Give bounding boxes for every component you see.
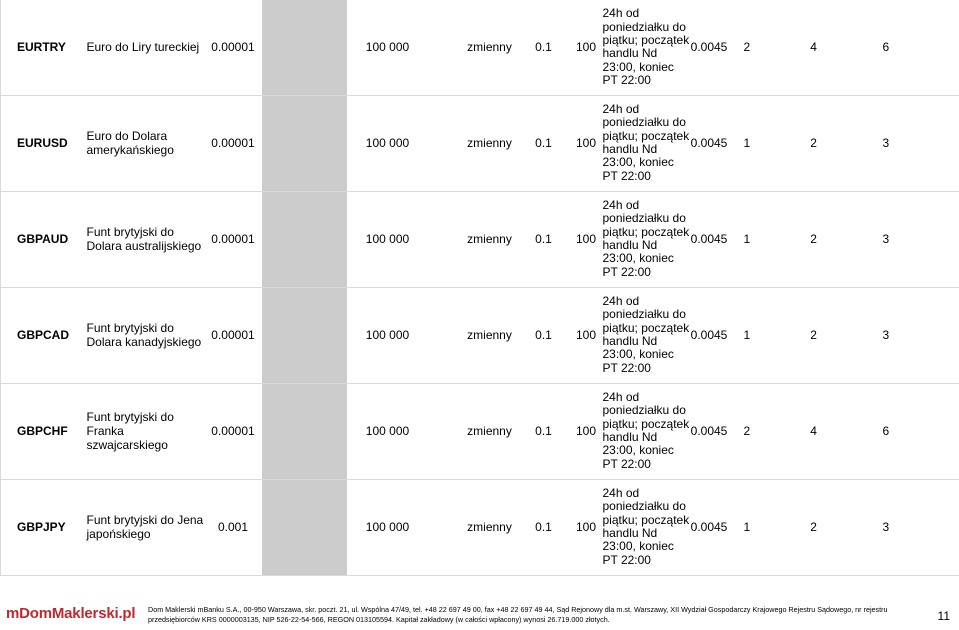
contract-size: 100 000 xyxy=(347,191,429,287)
value-2: 2 xyxy=(810,520,817,534)
max-lot: 100 xyxy=(574,383,599,479)
legal-notice xyxy=(148,605,908,625)
instrument-symbol: GBPCHF xyxy=(1,383,81,479)
spacer-cell xyxy=(429,479,466,575)
mdommaklerski-logo[interactable]: mDomMaklerski.pl xyxy=(6,605,136,622)
instrument-symbol: GBPJPY xyxy=(1,479,81,575)
max-lot: 100 xyxy=(574,479,599,575)
value-1: 2 xyxy=(743,40,751,55)
instrument-symbol: EURTRY xyxy=(1,0,81,95)
min-lot: 0.1 xyxy=(514,479,574,575)
value-3: 3 xyxy=(818,191,959,287)
page-number: 11 xyxy=(937,609,950,623)
value-3: 3 xyxy=(818,479,959,575)
instrument-name: Euro do Liry tureckiej xyxy=(81,0,205,95)
trading-hours: 24h od poniedziałku do piątku; początek handlu Nd 23:00, koniec PT 22:00 xyxy=(599,95,691,191)
value-2: 2 xyxy=(810,232,817,246)
value-3: 6 xyxy=(818,0,959,95)
contract-size: 100 000 xyxy=(347,95,429,191)
instrument-symbol: GBPCAD xyxy=(1,287,81,383)
spread-type: zmienny xyxy=(466,191,514,287)
value-2: 2 xyxy=(810,328,817,342)
value-1: 1 xyxy=(743,136,751,150)
swap-rate: 0.0045 xyxy=(691,383,728,479)
value-group xyxy=(728,191,818,287)
contract-size: 100 000 xyxy=(347,479,429,575)
value-group xyxy=(728,0,818,95)
instrument-name: Euro do Dolara amerykańskiego xyxy=(81,95,205,191)
value-3: 3 xyxy=(818,95,959,191)
spread-type: zmienny xyxy=(466,95,514,191)
instrument-name: Funt brytyjski do Dolara australijskiego xyxy=(81,191,205,287)
gray-spacer-cell xyxy=(262,479,347,575)
value-1: 1 xyxy=(743,328,751,342)
min-lot: 0.1 xyxy=(514,191,574,287)
legal-line-1: Dom Maklerski mBanku S.A., 00-950 Warszawa, skr. poczt. 21, ul. Wspólna 47/49, tel. +48 22 697 49 00, fax +48 22 697 49 44, Sąd Rejonowy dla m.st. Warszawy, XII Wydział Gospodarczy Krajowego Rejestru Sądowego, nr rejestru xyxy=(148,605,888,614)
trading-hours: 24h od poniedziałku do piątku; początek handlu Nd 23:00, koniec PT 22:00 xyxy=(599,383,691,479)
spread-type: zmienny xyxy=(466,479,514,575)
value-group xyxy=(728,95,818,191)
swap-rate: 0.0045 xyxy=(691,95,728,191)
spread-type: zmienny xyxy=(466,287,514,383)
table-row xyxy=(1,0,959,95)
spread-type: zmienny xyxy=(466,383,514,479)
value-3: 3 xyxy=(818,287,959,383)
value-1: 2 xyxy=(743,424,751,438)
table-row xyxy=(1,287,959,383)
trading-hours: 24h od poniedziałku do piątku; początek handlu Nd 23:00, koniec PT 22:00 xyxy=(599,0,691,95)
value-2: 4 xyxy=(810,40,817,55)
value-1: 1 xyxy=(743,232,751,246)
value-2: 4 xyxy=(810,424,817,438)
swap-rate: 0.0045 xyxy=(691,479,728,575)
gray-spacer-cell xyxy=(262,383,347,479)
max-lot: 100 xyxy=(574,0,599,95)
gray-spacer-cell xyxy=(262,95,347,191)
spacer-cell xyxy=(429,383,466,479)
value-group xyxy=(728,479,818,575)
table-row xyxy=(1,191,959,287)
pip-value: 0.00001 xyxy=(205,191,262,287)
value-group xyxy=(728,287,818,383)
swap-rate: 0.0045 xyxy=(691,191,728,287)
value-group xyxy=(728,383,818,479)
pip-value: 0.001 xyxy=(205,479,262,575)
instrument-symbol: EURUSD xyxy=(1,95,81,191)
swap-rate: 0.0045 xyxy=(691,287,728,383)
max-lot: 100 xyxy=(574,95,599,191)
spacer-cell xyxy=(429,191,466,287)
table-row xyxy=(1,479,959,575)
table-row xyxy=(1,383,959,479)
pip-value: 0.00001 xyxy=(205,287,262,383)
trading-hours: 24h od poniedziałku do piątku; początek handlu Nd 23:00, koniec PT 22:00 xyxy=(599,479,691,575)
trading-hours: 24h od poniedziałku do piątku; początek handlu Nd 23:00, koniec PT 22:00 xyxy=(599,191,691,287)
min-lot: 0.1 xyxy=(514,0,574,95)
spread-type: zmienny xyxy=(466,0,514,95)
value-2: 2 xyxy=(810,136,817,150)
contract-size: 100 000 xyxy=(347,383,429,479)
pip-value: 0.00001 xyxy=(205,95,262,191)
instrument-name: Funt brytyjski do Dolara kanadyjskiego xyxy=(81,287,205,383)
pip-value: 0.00001 xyxy=(205,383,262,479)
max-lot: 100 xyxy=(574,287,599,383)
gray-spacer-cell xyxy=(262,0,347,95)
page-footer xyxy=(0,600,959,630)
min-lot: 0.1 xyxy=(514,383,574,479)
spacer-cell xyxy=(429,95,466,191)
contract-size: 100 000 xyxy=(347,0,429,95)
trading-hours: 24h od poniedziałku do piątku; początek handlu Nd 23:00, koniec PT 22:00 xyxy=(599,287,691,383)
swap-rate: 0.0045 xyxy=(691,0,728,95)
pip-value: 0.00001 xyxy=(205,0,262,95)
min-lot: 0.1 xyxy=(514,95,574,191)
spacer-cell xyxy=(429,0,466,95)
instrument-name: Funt brytyjski do Jena japońskiego xyxy=(81,479,205,575)
value-1: 1 xyxy=(743,520,751,534)
legal-line-2: przedsiębiorców KRS 0000003135, NIP 526-22-54-566, REGON 013105594. Kapitał zakładowy (w całości wpłacony) wynosi 26.719.000 złotych. xyxy=(148,615,610,624)
gray-spacer-cell xyxy=(262,191,347,287)
gray-spacer-cell xyxy=(262,287,347,383)
table-row xyxy=(1,95,959,191)
spacer-cell xyxy=(429,287,466,383)
min-lot: 0.1 xyxy=(514,287,574,383)
value-3: 6 xyxy=(818,383,959,479)
instrument-name: Funt brytyjski do Franka szwajcarskiego xyxy=(81,383,205,479)
contract-size: 100 000 xyxy=(347,287,429,383)
max-lot: 100 xyxy=(574,191,599,287)
instrument-symbol: GBPAUD xyxy=(1,191,81,287)
